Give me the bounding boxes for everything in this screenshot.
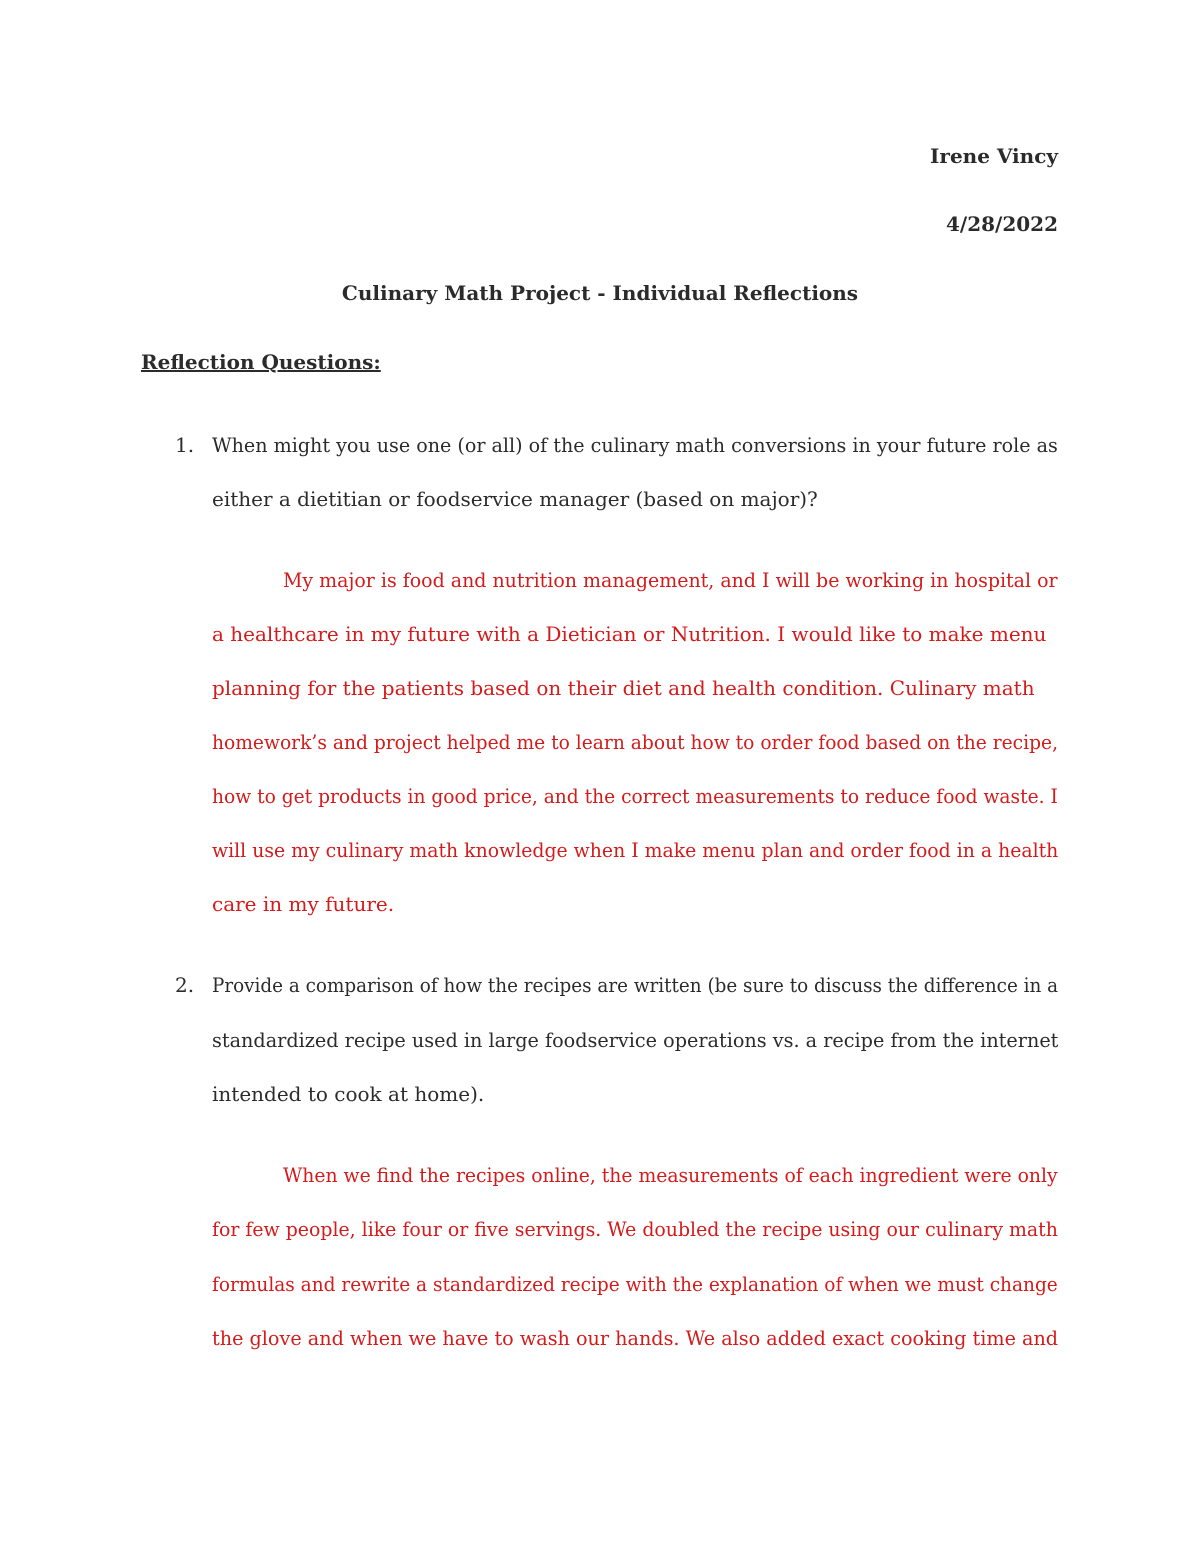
document-date: 4/28/2022: [945, 212, 1058, 236]
answer-1-line-7: care in my future.: [212, 892, 395, 916]
question-1-line-2: either a dietitian or foodservice manager (based on major)?: [212, 487, 818, 511]
document-title: Culinary Math Project - Individual Reflections: [341, 281, 859, 305]
answer-1-line-1: My major is food and nutrition management, and I will be working in hospital or: [283, 568, 1058, 592]
answer-1-line-3: planning for the patients based on their diet and health condition. Culinary math: [212, 676, 1035, 700]
answer-2-line-2: for few people, like four or five servings. We doubled the recipe using our culinary math: [212, 1217, 1058, 1241]
question-2-line-3: intended to cook at home).: [212, 1082, 485, 1106]
question-1-number: 1.: [175, 433, 195, 457]
answer-2-line-1: When we find the recipes online, the measurements of each ingredient were only: [283, 1163, 1058, 1187]
question-1-line-1: When might you use one (or all) of the culinary math conversions in your future role as: [212, 433, 1058, 457]
author-name: Irene Vincy: [930, 144, 1058, 168]
answer-1-line-5: how to get products in good price, and the correct measurements to reduce food waste. I: [212, 784, 1058, 808]
answer-1-line-6: will use my culinary math knowledge when I make menu plan and order food in a health: [212, 838, 1059, 862]
section-heading: Reflection Questions:: [141, 350, 381, 374]
answer-1-line-4: homework’s and project helped me to learn about how to order food based on the recipe,: [212, 730, 1059, 754]
answer-1-line-2: a healthcare in my future with a Dietician or Nutrition. I would like to make menu: [212, 622, 1047, 646]
question-2-line-1: Provide a comparison of how the recipes are written (be sure to discuss the difference in a: [212, 973, 1059, 997]
answer-2-line-4: the glove and when we have to wash our hands. We also added exact cooking time and: [212, 1326, 1059, 1350]
question-2-line-2: standardized recipe used in large foodservice operations vs. a recipe from the internet: [212, 1028, 1059, 1052]
question-2-number: 2.: [175, 973, 195, 997]
answer-2-line-3: formulas and rewrite a standardized recipe with the explanation of when we must change: [212, 1272, 1058, 1296]
